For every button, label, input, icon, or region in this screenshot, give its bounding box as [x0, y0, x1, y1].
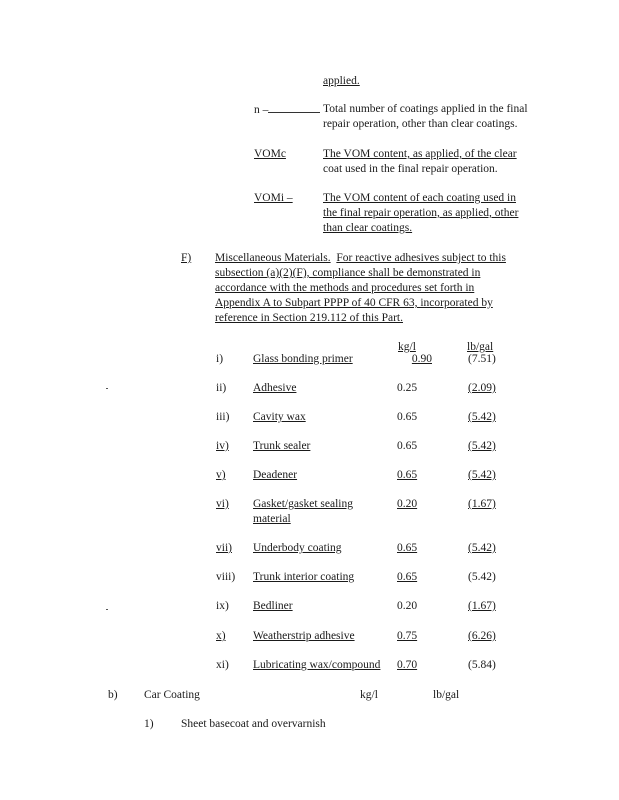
definition-term: n – — [254, 102, 320, 118]
continuation-text: applied. — [323, 75, 360, 87]
unit-kg-header: kg/l — [398, 341, 416, 353]
definition-text: Total number of coatings applied in the final repair operation, other than clear coatings. — [323, 103, 528, 130]
table-row: i) Glass bonding primer 0.90 (7.51) — [216, 353, 496, 365]
definition-term: VOMc — [254, 148, 286, 160]
definition-term: VOMi – — [254, 192, 293, 204]
section-label: F) — [181, 252, 192, 264]
margin-mark — [106, 609, 108, 610]
definition-text: The VOM content of each coating used in the final repair operation, as applied, other than clear coatings. — [323, 192, 519, 234]
section-title: Car Coating — [144, 689, 200, 701]
table-row: viii) Trunk interior coating 0.65 (5.42) — [216, 571, 496, 583]
table-row: iii) Cavity wax 0.65 (5.42) — [216, 411, 496, 423]
unit-lb-header: lb/gal — [433, 689, 460, 701]
section-label: b) — [108, 689, 118, 701]
definition-text: The VOM content, as applied, of the clear coat used in the final repair operation. — [323, 148, 517, 175]
table-row: xi) Lubricating wax/compound 0.70 (5.84) — [216, 659, 496, 671]
subsection-label: 1) — [144, 718, 154, 730]
table-row: vii) Underbody coating 0.65 (5.42) — [216, 542, 496, 554]
misc-paragraph: Miscellaneous Materials. For reactive adhesives subject to this subsection (a)(2)(F), compliance shall be demonstrated in accordance with the methods and procedures set forth in Appendix A to Subpart PPPP of 40 CFR 63, incorporated by reference in Section 219.112 of this Part. — [215, 252, 506, 324]
unit-lb-header: lb/gal — [467, 341, 494, 353]
unit-kg-header: kg/l — [360, 689, 378, 701]
misc-title: Miscellaneous Materials. — [215, 252, 331, 264]
table-row: x) Weatherstrip adhesive 0.75 (6.26) — [216, 630, 496, 642]
table-row: vi) Gasket/gasket sealing material 0.20 (1.67) — [216, 498, 496, 525]
table-row: iv) Trunk sealer 0.65 (5.42) — [216, 440, 496, 452]
table-row: ii) Adhesive 0.25 (2.09) — [216, 382, 496, 394]
table-row: ix) Bedliner 0.20 (1.67) — [216, 600, 496, 612]
margin-mark — [106, 388, 108, 389]
table-row: v) Deadener 0.65 (5.42) — [216, 469, 496, 481]
subsection-title: Sheet basecoat and overvarnish — [181, 718, 326, 730]
